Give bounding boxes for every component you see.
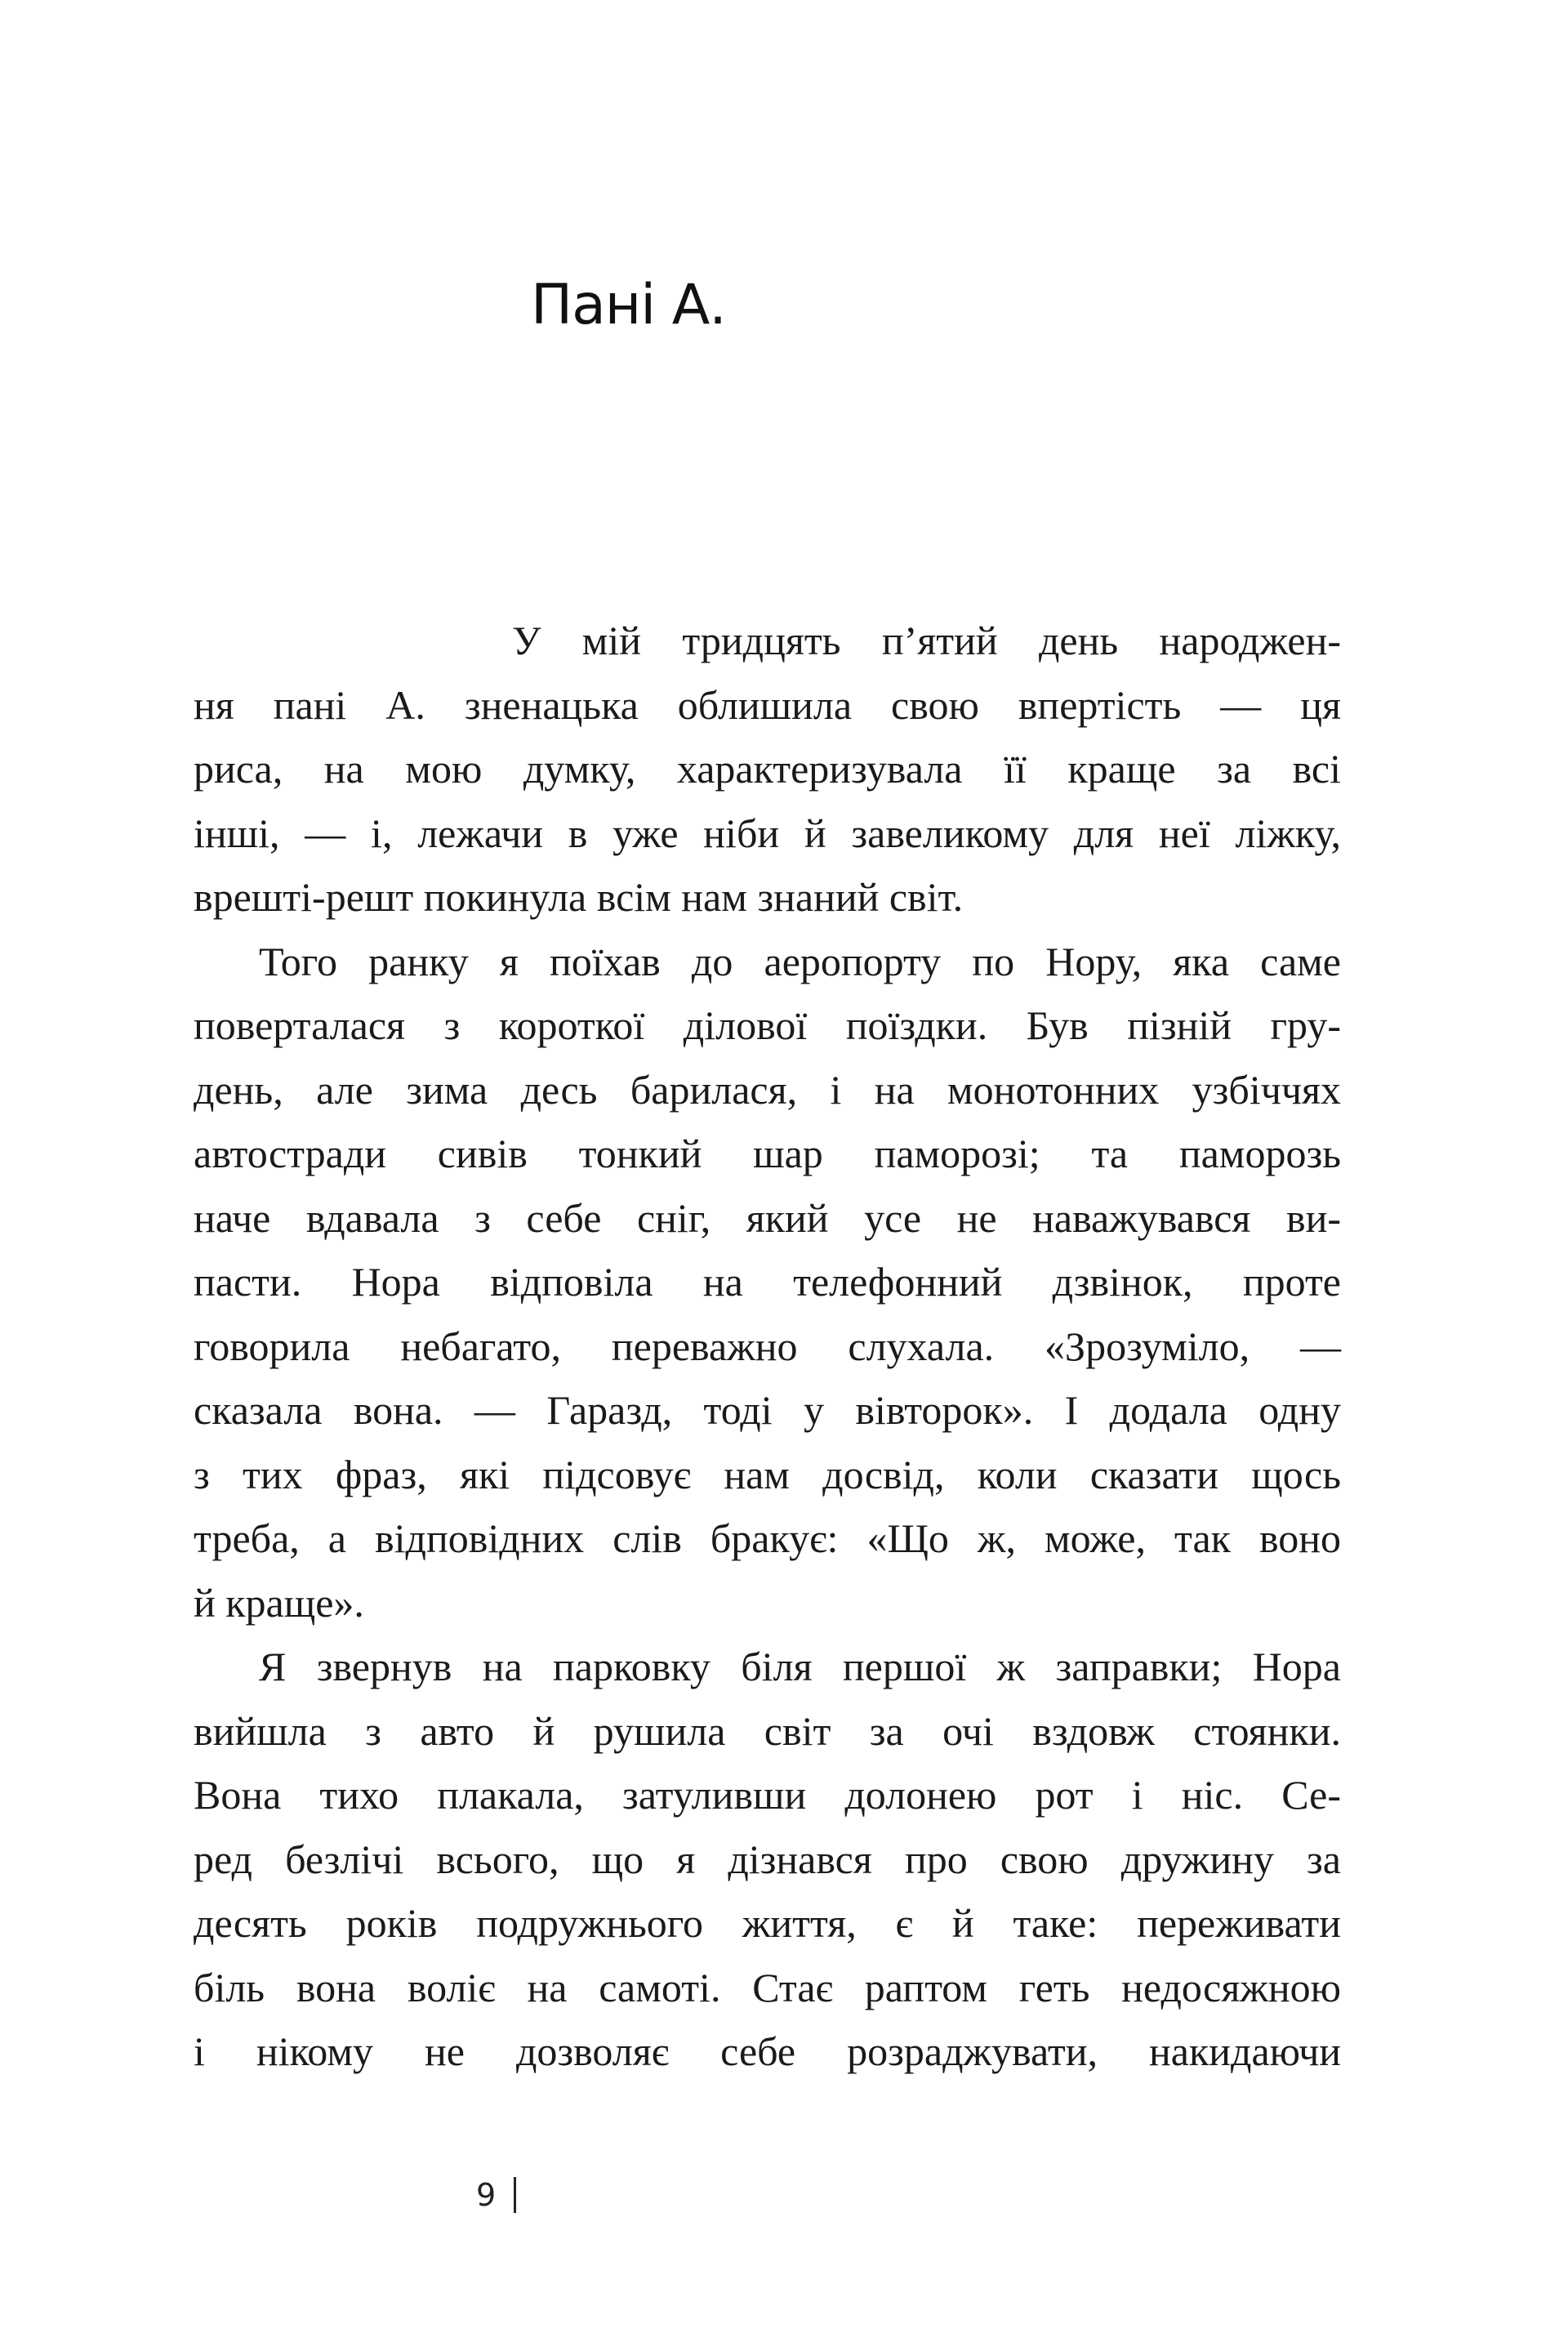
chapter-title: Пані А. <box>531 273 726 337</box>
text-line: вийшла з авто й рушила світ за очі вздовж стоянки. <box>194 1707 1341 1754</box>
text-line: Я звернув на парковку біля першої ж заправки; Нора <box>259 1644 1341 1689</box>
page-number-separator <box>514 2177 516 2213</box>
body-text <box>194 609 1341 2084</box>
text-line: наче вдавала з себе сніг, який усе не наважувався ви- <box>194 1194 1341 1241</box>
text-line: Того ранку я поїхав до аеропорту по Нору, яка саме <box>259 938 1341 984</box>
text-line: треба, а відповідних слів бракує: «Що ж, може, так воно <box>194 1515 1341 1561</box>
text-line: врешті-решт покинула всім нам знаний світ. <box>194 874 964 920</box>
text-line: і нікому не дозволяє себе розраджувати, накидаючи <box>194 2028 1341 2074</box>
text-line: інші, — і, лежачи в уже ніби й завеликому для неї ліжку, <box>194 810 1341 856</box>
text-line: поверталася з короткої ділової поїздки. Був пізній гру- <box>194 1002 1341 1048</box>
text-line: пасти. Нора відповіла на телефонний дзвінок, проте <box>194 1259 1341 1305</box>
text-line: У мій тридцять п’ятий день народжен- <box>512 618 1341 663</box>
text-line: ня пані А. зненацька облишила свою впертість — ця <box>194 681 1341 728</box>
page-footer <box>476 2177 516 2213</box>
text-line: з тих фраз, які підсовує нам досвід, коли сказати щось <box>194 1451 1341 1497</box>
text-line: Вона тихо плакала, затуливши долонею рот і ніс. Се- <box>194 1772 1341 1818</box>
page-number: 9 <box>476 2177 497 2213</box>
text-line: ред безлічі всього, що я дізнався про свою дружину за <box>194 1836 1341 1882</box>
text-line: риса, на мою думку, характеризувала її краще за всі <box>194 746 1341 792</box>
text-line: сказала вона. — Гаразд, тоді у вівторок». І додала одну <box>194 1387 1341 1433</box>
text-line: день, але зима десь барилася, і на монотонних узбіччях <box>194 1066 1341 1113</box>
text-line: автостради сивів тонкий шар паморозі; та паморозь <box>194 1131 1341 1176</box>
text-line: й краще». <box>194 1579 364 1626</box>
text-line: говорила небагато, переважно слухала. «Зрозуміло, — <box>194 1323 1341 1369</box>
text-line: біль вона воліє на самоті. Стає раптом геть недосяжною <box>194 1964 1341 2010</box>
text-line: десять років подружнього життя, є й таке: переживати <box>194 1900 1341 1946</box>
